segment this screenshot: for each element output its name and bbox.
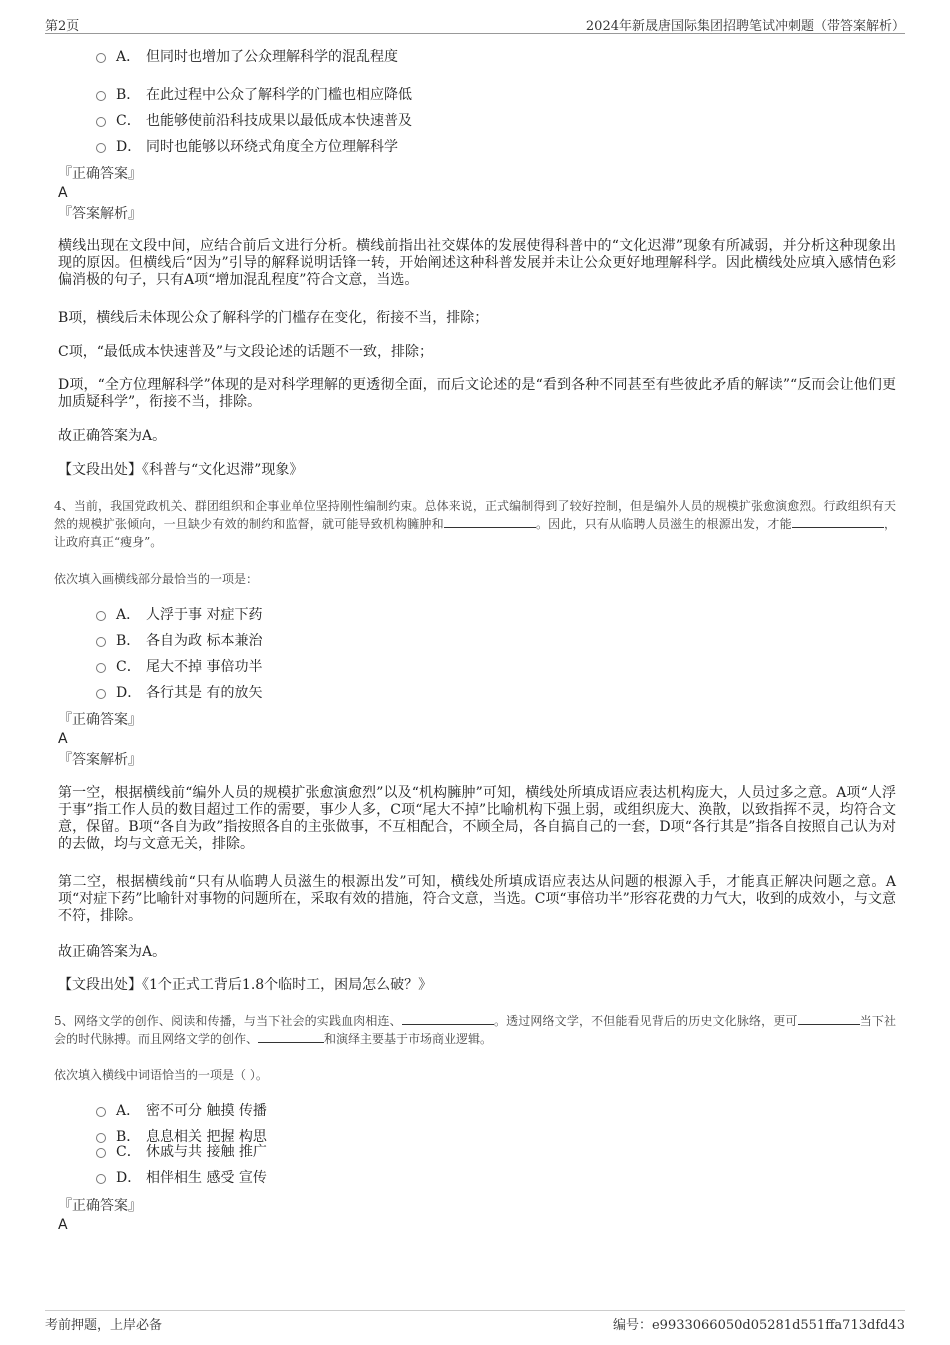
- page-number: 第2页: [45, 19, 80, 34]
- q5-option-a[interactable]: A． 密不可分 触摸 传播: [96, 1101, 267, 1121]
- radio-icon[interactable]: [96, 143, 106, 153]
- q3-answer: A: [58, 185, 68, 201]
- q3-answer-label: 『正确答案』: [58, 166, 142, 182]
- q5-answer-label: 『正确答案』: [58, 1198, 142, 1214]
- q3-analysis-p1: 横线出现在文段中间，应结合前后文进行分析。横线前指出社交媒体的发展使得科普中的“文化迟滞”现象有所减弱，并分析这种现象出现的原因。但横线后“因为”引导的解释说明话锋一转，开始阐述这种科普发展并未让公众更好地理解科学。因此横线处应填入感情色彩偏消极的句子，只有A项“增加混乱程度”符合文意，当选。: [58, 238, 896, 288]
- q3-option-a[interactable]: A． 但同时也增加了公众理解科学的混乱程度: [96, 47, 398, 67]
- q4-option-c[interactable]: C． 尾大不掉 事倍功半: [96, 657, 262, 677]
- blank-line: [258, 1030, 324, 1043]
- q3-analysis-p5: 故正确答案为A。: [58, 428, 167, 444]
- document-id: 编号：e9933066050d05281d551ffa713dfd43: [612, 1318, 905, 1333]
- radio-icon[interactable]: [96, 689, 106, 699]
- q3-analysis-p3: C项，“最低成本快速普及”与文段论述的话题不一致，排除；: [58, 344, 434, 360]
- q3-option-d[interactable]: D． 同时也能够以环绕式角度全方位理解科学: [96, 137, 398, 157]
- q4-stem: 4、当前，我国党政机关、群团组织和企事业单位坚持刚性编制约束。总体来说，正式编制得到了较好控制，但是编外人员的规模扩张愈演愈烈。行政组织有天然的规模扩张倾向，一旦缺少有效的制约和监督，就可能导致机构臃肿和 。因此，只有从临聘人员滋生的根源出发，才能 ，让政府真正“瘦身”。: [54, 499, 896, 549]
- q4-answer-label: 『正确答案』: [58, 712, 142, 728]
- q5-option-d[interactable]: D． 相伴相生 感受 宣传: [96, 1168, 267, 1188]
- q4-analysis-p1: 第一空，根据横线前“编外人员的规模扩张愈演愈烈”以及“机构臃肿”可知，横线处所填成语应表达机构庞大，人员过多之意。A项“人浮于事”指工作人员的数目超过工作的需要，事少人多，C项“尾大不掉”比喻机构下强上弱，或组织庞大、涣散，以致指挥不灵，均符合文意，保留。B项“各自为政”指按照各自的主张做事，不互相配合，不顾全局，各自搞自己的一套，D项“各行其是”指各自按照自己认为对的去做，均与文意无关，排除。: [58, 785, 896, 852]
- header-divider: [45, 33, 905, 34]
- q5-stem: 5、网络文学的创作、阅读和传播，与当下社会的实践血肉相连、 。透过网络文学，不但能看见背后的历史文化脉络，更可 当下社会的时代脉搏。而且网络文学的创作、 和演绎主要基于市场商业逻辑。: [54, 1014, 896, 1046]
- radio-icon[interactable]: [96, 1174, 106, 1184]
- q4-answer: A: [58, 731, 68, 747]
- q4-option-a[interactable]: A． 人浮于事 对症下药: [96, 605, 262, 625]
- radio-icon[interactable]: [96, 637, 106, 647]
- q3-option-b[interactable]: B． 在此过程中公众了解科学的门槛也相应降低: [96, 85, 412, 105]
- q5-option-b[interactable]: B． 息息相关 把握 构思: [96, 1127, 267, 1147]
- q5-answer: A: [58, 1217, 68, 1233]
- radio-icon[interactable]: [96, 53, 106, 63]
- radio-icon[interactable]: [96, 1107, 106, 1117]
- blank-line: [402, 1012, 494, 1025]
- footer-divider: [45, 1310, 905, 1311]
- radio-icon[interactable]: [96, 91, 106, 101]
- q4-analysis-p3: 故正确答案为A。: [58, 944, 167, 960]
- q4-source: 【文段出处】《1个正式工背后1.8个临时工，困局怎么破？》: [58, 977, 433, 993]
- blank-line: [444, 515, 536, 528]
- q4-analysis-label: 『答案解析』: [58, 752, 142, 768]
- q4-prompt: 依次填入画横线部分最恰当的一项是：: [54, 572, 259, 586]
- q4-option-d[interactable]: D． 各行其是 有的放矢: [96, 683, 262, 703]
- radio-icon[interactable]: [96, 611, 106, 621]
- q3-analysis-label: 『答案解析』: [58, 206, 142, 222]
- q3-analysis-p2: B项，横线后未体现公众了解科学的门槛存在变化，衔接不当，排除；: [58, 310, 489, 326]
- q3-option-c[interactable]: C． 也能够使前沿科技成果以最低成本快速普及: [96, 111, 412, 131]
- radio-icon[interactable]: [96, 1148, 106, 1158]
- q3-source: 【文段出处】《科普与“文化迟滞”现象》: [58, 462, 304, 478]
- q3-analysis-p4: D项，“全方位理解科学”体现的是对科学理解的更透彻全面，而后文论述的是“看到各种不同甚至有些彼此矛盾的解读”“反而会让他们更加质疑科学”，衔接不当，排除。: [58, 377, 896, 410]
- q5-option-c[interactable]: C． 休戚与共 接触 推广: [96, 1142, 267, 1162]
- q4-option-b[interactable]: B． 各自为政 标本兼治: [96, 631, 262, 651]
- document-title: 2024年新晟唐国际集团招聘笔试冲刺题（带答案解析）: [585, 19, 905, 34]
- blank-line: [792, 515, 884, 528]
- radio-icon[interactable]: [96, 663, 106, 673]
- radio-icon[interactable]: [96, 117, 106, 127]
- footer-slogan: 考前押题，上岸必备: [45, 1318, 163, 1333]
- q4-analysis-p2: 第二空，根据横线前“只有从临聘人员滋生的根源出发”可知，横线处所填成语应表达从问题的根源入手，才能真正解决问题之意。A项“对症下药”比喻针对事物的问题所在，采取有效的措施，符合文意，当选。C项“事倍功半”形容花费的力气大，收到的成效小，与文意不符，排除。: [58, 874, 896, 924]
- blank-line: [798, 1012, 860, 1025]
- q5-prompt: 依次填入横线中词语恰当的一项是（ ）。: [54, 1068, 268, 1082]
